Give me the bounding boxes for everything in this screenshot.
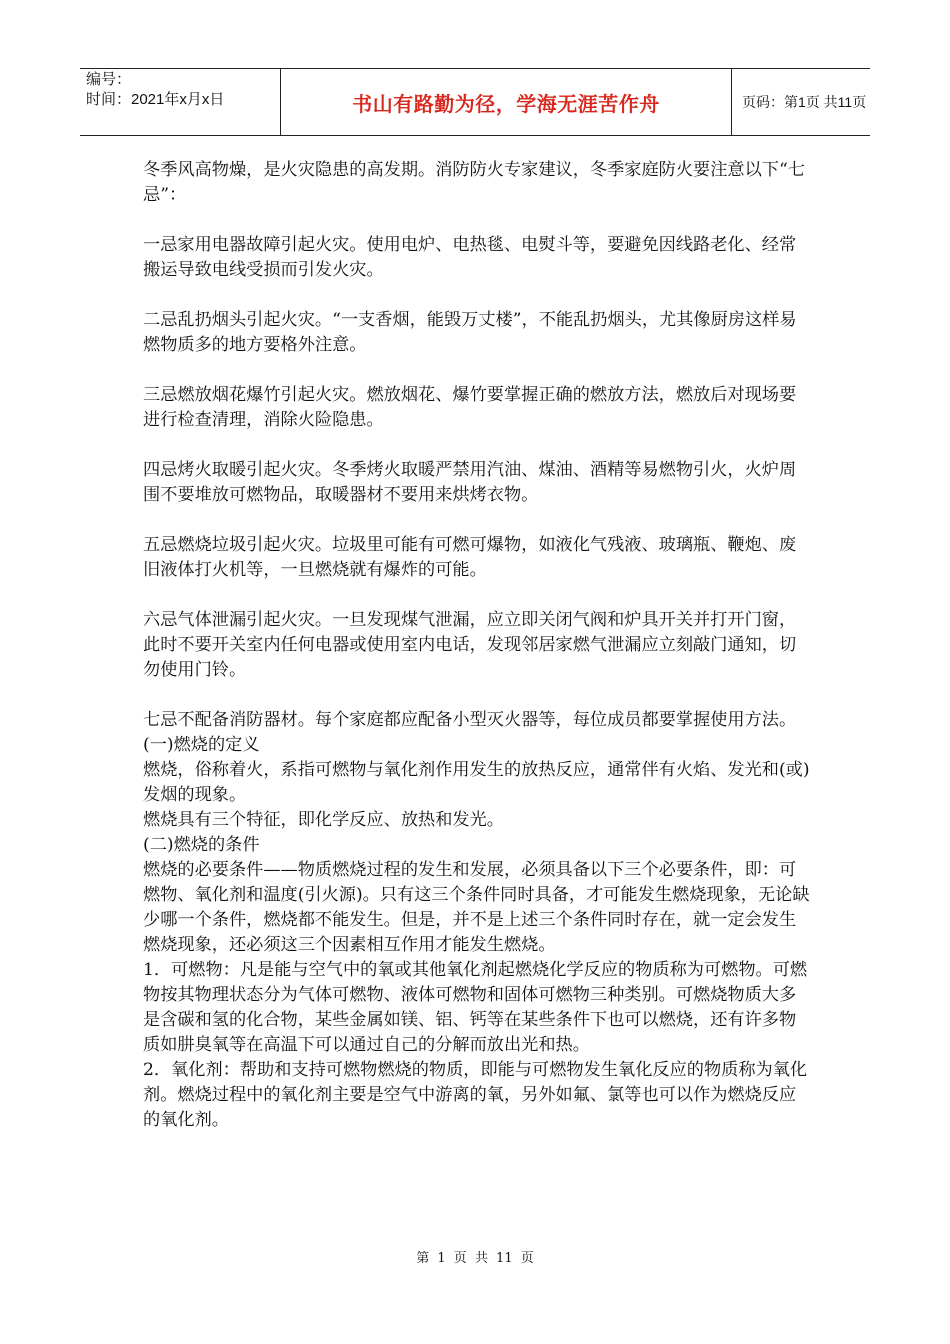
document-header (80, 68, 870, 136)
header-motto: 书山有路勤为径，学海无涯苦作舟 (352, 91, 660, 116)
document-number-label: 编号： (86, 71, 132, 88)
intro-paragraph: 冬季风高物燥，是火灾隐患的高发期。消防防火专家建议，冬季家庭防火要注意以下“七忌”： (143, 160, 805, 205)
header-motto-cell (280, 69, 732, 135)
header-page-info: 页码：第1页 共11页 (742, 94, 867, 110)
section-heading-conditions: (二)燃烧的条件 (143, 835, 260, 855)
rule-6-paragraph: 六忌气体泄漏引起火灾。一旦发现煤气泄漏，应立即关闭气阀和炉具开关并打开门窗，此时不要开关室内任何电器或使用室内电话，发现邻居家燃气泄漏应立刻敲门通知，切勿使用门铃。 (143, 610, 797, 680)
header-meta-cell (80, 69, 280, 135)
definition-paragraph: 燃烧，俗称着火，系指可燃物与氧化剂作用发生的放热反应，通常伴有火焰、发光和(或)发烟的现象。 (143, 760, 810, 805)
document-body (143, 158, 811, 1133)
features-paragraph: 燃烧具有三个特征，即化学反应、放热和发光。 (143, 810, 504, 830)
combustible-paragraph: 1．可燃物：凡是能与空气中的氧或其他氧化剂起燃烧化学反应的物质称为可燃物。可燃物按其物理状态分为气体可燃物、液体可燃物和固体可燃物三种类别。可燃烧物质大多是含碳和氢的化合物，某些金属如镁、铝、钙等在某些条件下也可以燃烧，还有许多物质如肼臭氧等在高温下可以通过自己的分解而放出光和热。 (143, 960, 808, 1055)
document-time-label: 时间：2021年x月x日 (86, 91, 225, 108)
oxidizer-paragraph: 2．氧化剂：帮助和支持可燃物燃烧的物质，即能与可燃物发生氧化反应的物质称为氧化剂。燃烧过程中的氧化剂主要是空气中游离的氧，另外如氟、氯等也可以作为燃烧反应的氧化剂。 (143, 1060, 808, 1130)
rule-5-paragraph: 五忌燃烧垃圾引起火灾。垃圾里可能有可燃可爆物，如液化气残液、玻璃瓶、鞭炮、废旧液体打火机等，一旦燃烧就有爆炸的可能。 (143, 535, 797, 580)
header-page-cell (732, 69, 870, 135)
rule-2-paragraph: 二忌乱扔烟头引起火灾。“一支香烟，能毁万丈楼”，不能乱扔烟头，尤其像厨房这样易燃物质多的地方要格外注意。 (143, 310, 797, 355)
page-footer: 第 1 页 共 11 页 (416, 1251, 534, 1266)
conditions-paragraph: 燃烧的必要条件——物质燃烧过程的发生和发展，必须具备以下三个必要条件，即：可燃物、氧化剂和温度(引火源)。只有这三个条件同时具备，才可能发生燃烧现象，无论缺少哪一个条件，燃烧都不能发生。但是，并不是上述三个条件同时存在，就一定会发生燃烧现象，还必须这三个因素相互作用才能发生燃烧。 (143, 860, 810, 955)
rule-4-paragraph: 四忌烤火取暖引起火灾。冬季烤火取暖严禁用汽油、煤油、酒精等易燃物引火，火炉周围不要堆放可燃物品，取暖器材不要用来烘烤衣物。 (143, 460, 797, 505)
rule-7-paragraph: 七忌不配备消防器材。每个家庭都应配备小型灭火器等，每位成员都要掌握使用方法。 (143, 710, 797, 730)
section-heading-definition: (一)燃烧的定义 (143, 735, 260, 755)
rule-1-paragraph: 一忌家用电器故障引起火灾。使用电炉、电热毯、电熨斗等，要避免因线路老化、经常搬运导致电线受损而引发火灾。 (143, 235, 797, 280)
rule-3-paragraph: 三忌燃放烟花爆竹引起火灾。燃放烟花、爆竹要掌握正确的燃放方法，燃放后对现场要进行检查清理，消除火险隐患。 (143, 385, 797, 430)
